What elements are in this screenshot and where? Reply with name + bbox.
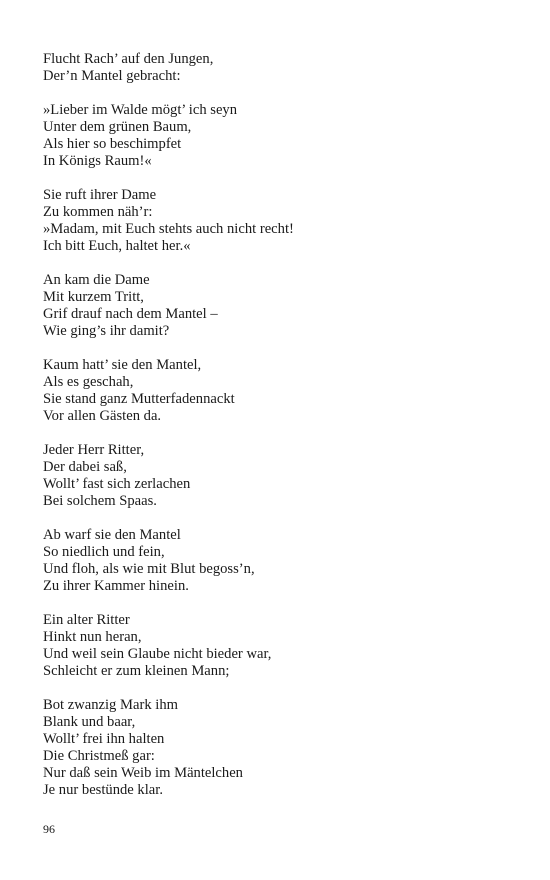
poem-line: Zu kommen näh’r: <box>43 204 153 220</box>
poem-line: Mit kurzem Tritt, <box>43 289 144 305</box>
poem-line: Jeder Herr Ritter, <box>43 442 145 458</box>
poem-line: Flucht Rach’ auf den Jungen, <box>43 51 214 67</box>
poem-line: Wie ging’s ihr damit? <box>43 323 170 339</box>
poem-line: Unter dem grünen Baum, <box>43 119 192 135</box>
poem-line: Bei solchem Spaas. <box>43 493 157 509</box>
poem-line: Ein alter Ritter <box>43 612 130 628</box>
poem-line: Und floh, als wie mit Blut begoss’n, <box>43 561 255 577</box>
poem-line: »Madam, mit Euch stehts auch nicht recht! <box>43 221 294 237</box>
poem-line: Vor allen Gästen da. <box>43 408 162 424</box>
poem-line: Ab warf sie den Mantel <box>43 527 181 543</box>
stanza <box>43 612 513 680</box>
poem-line: Der dabei saß, <box>43 459 127 475</box>
poem-line: Sie stand ganz Mutterfadennackt <box>43 391 235 407</box>
poem-line: Die Christmeß gar: <box>43 748 155 764</box>
poem-line: An kam die Dame <box>43 272 150 288</box>
poem-line: Je nur bestünde klar. <box>43 782 163 798</box>
stanza <box>43 272 513 340</box>
stanza <box>43 527 513 595</box>
poem-line: »Lieber im Walde mögt’ ich seyn <box>43 102 238 118</box>
stanza <box>43 697 513 799</box>
poem-line: Wollt’ fast sich zerlachen <box>43 476 191 492</box>
poem-line: Als es geschah, <box>43 374 134 390</box>
stanza <box>43 442 513 510</box>
poem-line: Zu ihrer Kammer hinein. <box>43 578 189 594</box>
poem-line: Wollt’ frei ihn halten <box>43 731 165 747</box>
stanza <box>43 357 513 425</box>
stanza <box>43 187 513 255</box>
poem-line: Kaum hatt’ sie den Mantel, <box>43 357 202 373</box>
poem-text <box>43 51 513 816</box>
stanza <box>43 102 513 170</box>
poem-line: In Königs Raum!« <box>43 153 152 169</box>
poem-line: So niedlich und fein, <box>43 544 165 560</box>
stanza <box>43 51 513 85</box>
poem-line: Sie ruft ihrer Dame <box>43 187 157 203</box>
poem-line: Schleicht er zum kleinen Mann; <box>43 663 230 679</box>
page-number: 96 <box>43 822 55 836</box>
poem-line: Bot zwanzig Mark ihm <box>43 697 178 713</box>
poem-line: Ich bitt Euch, haltet her.« <box>43 238 191 254</box>
poem-line: Der’n Mantel gebracht: <box>43 68 181 84</box>
poem-line: Und weil sein Glaube nicht bieder war, <box>43 646 272 662</box>
poem-line: Nur daß sein Weib im Mäntelchen <box>43 765 243 781</box>
poem-line: Als hier so beschimpfet <box>43 136 182 152</box>
poem-line: Blank und baar, <box>43 714 136 730</box>
poem-line: Hinkt nun heran, <box>43 629 142 645</box>
poem-line: Grif drauf nach dem Mantel – <box>43 306 218 322</box>
